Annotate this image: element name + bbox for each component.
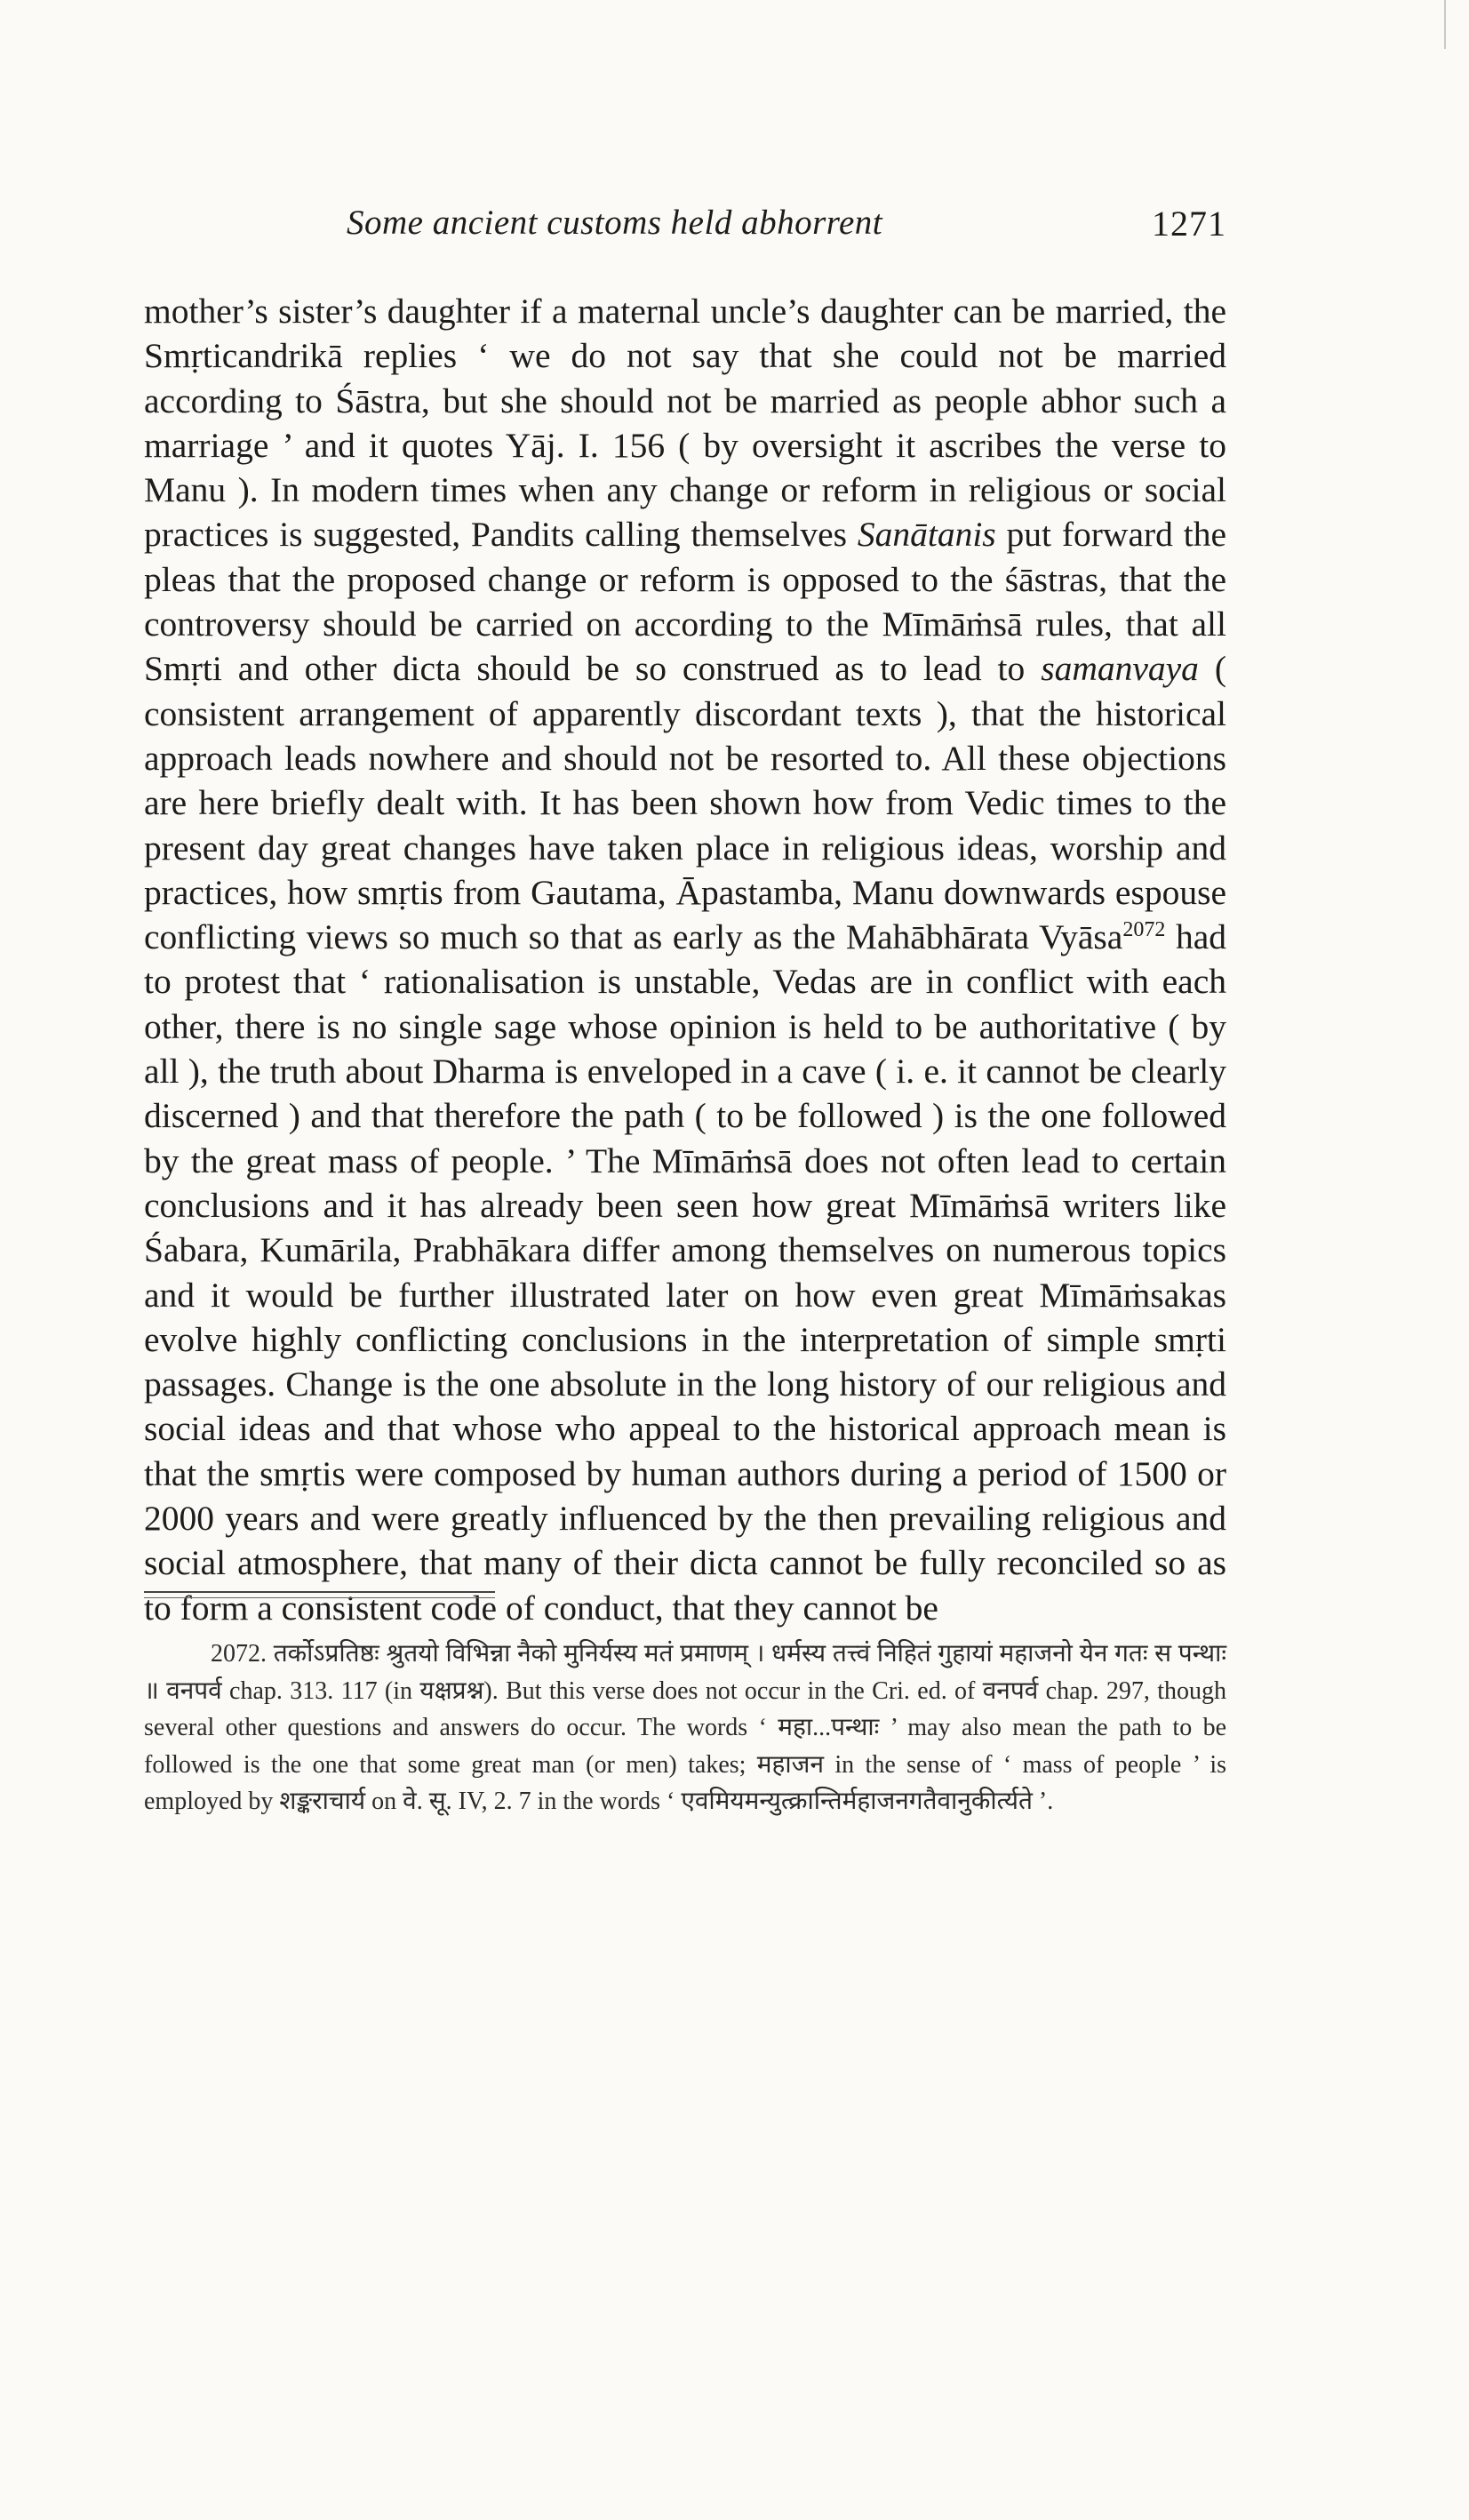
running-head: Some ancient customs held abhorrent: [347, 204, 883, 242]
main-text: [144, 289, 1226, 1630]
body-text-run: put forward the pleas that the proposed change or reform is opposed to the śāstras, that the controversy should be carried on according to the Mīmāṁsā rules, that all Smṛti and other dicta should be so construed as to lead to: [144, 515, 1226, 689]
body-text-run: mother’s sister’s daughter if a maternal uncle’s daughter can be married, the Smṛticandrikā replies ‘ we do not say that she could not be married according to Śāstra, but she should not be married as people abhor such a marriage ’ and it quotes Yāj. I. 156 ( by oversight it ascribes the verse to Manu ). In modern times when any change or reform in religious or social practices is suggested, Pandits calling themselves: [144, 292, 1226, 555]
scan-margin-mark: [1444, 0, 1446, 49]
footnote-rule-secondary: [144, 1597, 495, 1598]
footnote-rule: [144, 1591, 495, 1593]
footnote: [144, 1636, 1226, 1820]
italic-term: Sanātanis: [857, 515, 996, 555]
italic-term: samanvaya: [1041, 649, 1199, 689]
footnote-text: 2072. तर्कोऽप्रतिष्ठः श्रुतयो विभिन्ना नैको मुनिर्यस्य मतं प्रमाणम् । धर्मस्य तत्त्वं निहितं गुहायां महाजनो येन गतः स पन्थाः ॥ वनपर्व chap. 313. 117 (in यक्षप्रश्न). But this verse does not occur in the Cri. ed. of वनपर्व chap. 297, though several other questions and answers do occur. The words ‘ महा...पन्थाः ’ may also mean the path to be followed is the one that some great man (or men) takes; महाजन in the sense of ‘ mass of people ’ is employed by शङ्कराचार्य on वे. सू. IV, 2. 7 in the words ‘ एवमियमन्युत्क्रान्तिर्महाजनगतैवानुकीर्त्यते ’.: [144, 1640, 1226, 1815]
body-text-run: ( consistent arrangement of apparently discordant texts ), that the historical approach leads nowhere and should not be resorted to. All these objections are here briefly dealt with. It has been shown how from Vedic times to the present day great changes have taken place in religious ideas, worship and practices, how smṛtis from Gautama, Āpastamba, Manu downwards espouse conflicting views so much so that as early as the Mahābhārata Vyāsa: [144, 649, 1226, 957]
page-header: [142, 203, 1226, 256]
footnote-reference: 2072: [1122, 918, 1166, 941]
page-number: 1271: [1152, 204, 1226, 244]
body-text-run: had to protest that ‘ rationalisation is unstable, Vedas are in conflict with each other, there is no single sage whose opinion is held to be authoritative ( by all ), the truth about Dharma is enveloped in a cave ( i. e. it cannot be clearly discerned ) and that therefore the path ( to be followed ) is the one followed by the great mass of people. ’ The Mīmāṁsā does not often lead to certain conclusions and it has already been seen how great Mīmāṁsā writers like Śabara, Kumārila, Prabhākara differ among themselves on numerous topics and it would be further illustrated later on how even great Mīmāṁsakas evolve highly conflicting conclusions in the interpretation of simple smṛti passages. Change is the one absolute in the long history of our religious and social ideas and that whose who appeal to the historical approach mean is that the smṛtis were composed by human authors during a period of 1500 or 2000 years and were greatly influenced by the then prevailing religious and social atmosphere, that many of their dicta cannot be fully reconciled so as to form a consistent code of conduct, that they cannot be: [144, 917, 1226, 1628]
body-paragraph: [144, 289, 1226, 1630]
